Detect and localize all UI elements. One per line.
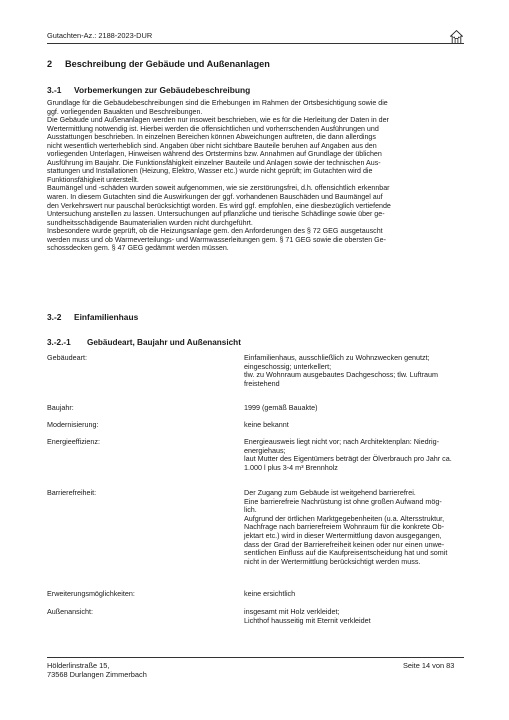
- property-value-line: Der Zugang zum Gebäude ist weitgehend barrierefrei.: [244, 488, 416, 497]
- property-value-line: jektart etc.) wird in dieser Wertermittlung davon ausgegangen,: [244, 530, 442, 540]
- subsubsection-number: 3.-2.-1: [47, 338, 71, 347]
- property-value-line: laut Mutter des Eigentümers beträgt der Ölverbrauch pro Jahr ca.: [244, 454, 452, 464]
- paragraph-line: Untersuchung anstellen zu lassen. Untersuchungen auf pflanzliche und tierische Schädlinge sowie über ge-: [47, 210, 385, 219]
- paragraph-line: Baumängel und -schäden wurden soweit aufgenommen, wie sie zerstörungsfrei, d.h. offensichtlich erkennbar: [47, 184, 390, 193]
- paragraph-line: Grundlage für die Gebäudebeschreibungen sind die Erhebungen im Rahmen der Ortsbesichtigung sowie die: [47, 99, 388, 107]
- property-label: Außenansicht:: [47, 607, 93, 616]
- property-value-line: dass der Grad der Barrierefreiheit keinen oder nur einen unwe-: [244, 539, 445, 549]
- property-value-line: eingeschossig; unterkellert;: [244, 361, 332, 371]
- footer-divider: [47, 657, 464, 658]
- property-value-line: freistehend: [244, 378, 280, 388]
- property-value-line: lich.: [244, 505, 257, 515]
- property-value-line: energiehaus;: [244, 445, 286, 455]
- property-value: [244, 404, 461, 413]
- paragraph-line: ggf. vorliegenden Bauakten und Beschreibungen.: [47, 107, 203, 116]
- property-value: [244, 421, 461, 430]
- address-street: Hölderlinstraße 15,: [47, 661, 110, 670]
- property-value: [244, 590, 461, 599]
- property-value-line: insgesamt mit Holz verkleidet;: [244, 607, 340, 616]
- property-value-line: Aufgrund der örtlichen Marktgegebenheiten (u.a. Altersstruktur,: [244, 513, 445, 523]
- property-value: [244, 438, 461, 472]
- property-value-line: 1999 (gemäß Bauakte): [244, 403, 318, 412]
- property-value-line: Eine barrierefreie Nachrüstung ist ohne großen Aufwand mög-: [244, 496, 442, 506]
- paragraph-line: Ausführung im Baujahr. Die Funktionsfähigkeit einzelner Bauteile und Anlagen sowie der technischen Aus-: [47, 158, 381, 167]
- property-address: [47, 661, 147, 679]
- property-value: [244, 354, 461, 388]
- property-label: Erweiterungsmöglichkeiten:: [47, 589, 135, 598]
- subsubsection-heading: [47, 338, 241, 347]
- paragraph-line: Funktionsfähigkeit unterstellt.: [47, 175, 139, 184]
- report-reference: Gutachten-Az.: 2188-2023-DUR: [47, 31, 153, 40]
- property-value-line: Lichthof hausseitig mit Eternit verkleidet: [244, 615, 371, 625]
- property-value-line: tlw. zu Wohnraum ausgebautes Dachgeschoss; tlw. Luftraum: [244, 370, 439, 380]
- subsection-title: Einfamilienhaus: [74, 312, 139, 322]
- paragraph-line: vorliegenden Unterlagen, Hinweisen während des Ortstermins bzw. Annahmen auf Grundlage der üblichen: [47, 150, 382, 159]
- address-city: 73568 Durlangen Zimmerbach: [47, 670, 147, 679]
- property-label: Energieeffizienz:: [47, 437, 101, 446]
- subsubsection-title: Gebäudeart, Baujahr und Außenansicht: [87, 338, 241, 347]
- paragraph-line: nicht wesentlich werterheblich sind. Angaben über nicht sichtbare Bauteile beruhen auf Angaben aus den: [47, 141, 377, 150]
- subsection-heading: [47, 85, 250, 95]
- paragraph-line: werden muss und ob Warmeverteilungs- und Warmwasserleitungen gem. § 71 GEG sowie die obersten Ge-: [47, 235, 386, 244]
- section-heading: [47, 59, 270, 69]
- paragraph-line: Die Gebäude und Außenanlagen werden nur insoweit beschrieben, wie es für die Herleitung der Daten in der: [47, 116, 389, 125]
- paragraph-line: waren. In diesem Gutachten sind die Auswirkungen der ggf. vorhandenen Bauschäden und Baumängel auf: [47, 193, 383, 202]
- property-label: Barrierefreiheit:: [47, 488, 97, 497]
- property-value: [244, 608, 461, 625]
- paragraph-line: sundheitsschädigende Baumaterialien wurden nicht durchgeführt.: [47, 218, 253, 227]
- property-label: Baujahr:: [47, 403, 74, 412]
- property-label: Modernisierung:: [47, 420, 99, 429]
- preliminary-remarks-paragraph: [47, 99, 462, 253]
- section-title: Beschreibung der Gebäude und Außenanlagen: [65, 59, 270, 69]
- subsection-title: Vorbemerkungen zur Gebäudebeschreibung: [74, 85, 251, 95]
- paragraph-line: Wertermittlung notwendig ist. Hierbei werden die offensichtlichen und vorherrschenden Ausführungen und: [47, 124, 379, 133]
- property-value-line: sentlichen Einfluss auf die Kaufpreisentscheidung hat und somit: [244, 548, 448, 558]
- property-value-line: Nachfrage nach barrierefreiem Wohnraum für die konkrete Ob-: [244, 522, 445, 532]
- property-value-line: keine ersichtlich: [244, 589, 296, 598]
- page-number: Seite 14 von 83: [403, 661, 455, 670]
- property-value-line: Einfamilienhaus, ausschließlich zu Wohnzwecken genutzt;: [244, 353, 430, 362]
- property-value-line: Energieausweis liegt nicht vor; nach Architektenplan: Niedrig-: [244, 437, 439, 446]
- property-value-line: 1.000 l plus 3-4 m³ Brennholz: [244, 462, 338, 472]
- paragraph-line: stattungen und Installationen (Heizung, Elektro, Wasser etc.) wurde nicht geprüft; im Gutachten wird die: [47, 167, 373, 176]
- house-icon: [450, 30, 463, 44]
- paragraph-line: den Verkehrswert nur pauschal berücksichtigt worden. Es wird ggf. empfohlen, eine diesbezüglich vertiefende: [47, 201, 391, 210]
- paragraph-line: Ausstattungen beschrieben. In einzelnen Bereichen können Abweichungen auftreten, die dann allerdings: [47, 133, 376, 142]
- header-divider: [47, 43, 464, 44]
- property-value-line: keine bekannt: [244, 420, 289, 429]
- section-number: 2: [47, 59, 53, 69]
- property-label: Gebäudeart:: [47, 353, 87, 362]
- property-value: [244, 489, 461, 566]
- subsection-number: 3.-2: [47, 312, 62, 322]
- subsection-number: 3.-1: [47, 85, 62, 95]
- paragraph-line: schossdecken gem. § 47 GEG gedämmt werden müssen.: [47, 244, 229, 253]
- subsection-heading-house: [47, 312, 138, 322]
- paragraph-line: Insbesondere wurde geprüft, ob die Heizungsanlage gem. den Anforderungen des § 72 GEG ausgetauscht: [47, 227, 383, 236]
- property-value-line: nicht in der Wertermittlung berücksichtigt werden muss.: [244, 556, 421, 566]
